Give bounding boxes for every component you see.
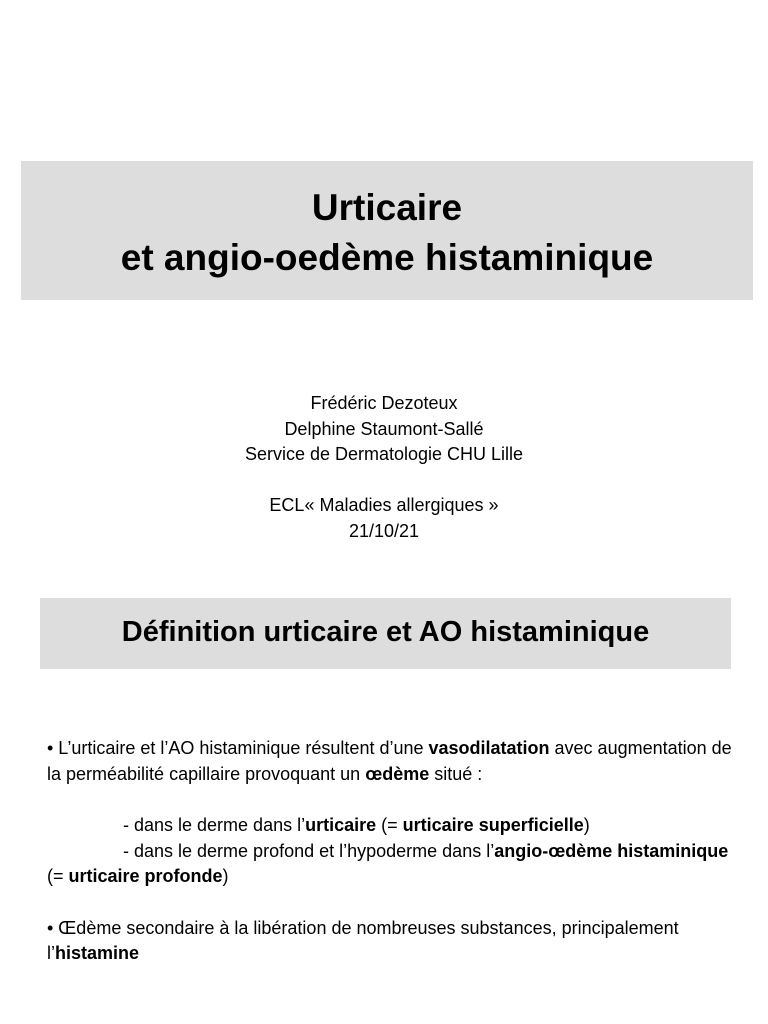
paragraph-2 [47,813,737,839]
section-banner [40,598,731,669]
p3-text-1: - dans le derme profond et l’hypoderme dans l’ [123,840,495,861]
gap-1 [47,787,737,813]
p2-bold-1: urticaire [305,815,377,835]
authors-block [0,391,768,544]
p2-text-3: ) [583,815,590,835]
p1-bold-2: œdème [365,763,430,784]
p3-bold-2: urticaire profonde [68,866,223,886]
p1-text-3: situé : [429,763,483,784]
p2-text-2: (= [376,815,403,835]
author-2: Delphine Staumont-Sallé [284,418,484,439]
p3-text-3: ) [222,866,229,886]
p2-text-1: - dans le derme dans l’ [123,815,306,835]
gap-2 [47,890,737,916]
p4-bold-1: histamine [55,943,140,963]
p4-text-1: • Œdème secondaire à la libération de nombreuses substances, principalement l’ [47,917,679,963]
p3-text-2: (= [47,866,69,886]
paragraph-3 [47,839,737,890]
title-line-1: Urticaire [311,187,463,228]
section-title: Définition urticaire et AO histaminique [121,616,650,648]
paragraph-4 [47,916,737,967]
title-line-2: et angio-oedème histaminique [120,237,654,278]
paragraph-1 [47,736,737,787]
definition-content [47,736,737,967]
p2-bold-2: urticaire superficielle [402,815,584,835]
event-date: 21/10/21 [348,520,420,541]
authors-spacer [0,468,768,494]
p3-bold-1: angio-œdème histaminique [494,840,729,861]
service-name: Service de Dermatologie CHU Lille [244,444,524,464]
event-name: ECL« Maladies allergiques » [269,495,499,515]
p1-text-2: avec augmentation de la perméabilité capillaire provoquant un [47,738,732,784]
p1-bold-1: vasodilatation [428,738,550,758]
title-banner [21,161,753,300]
author-1: Frédéric Dezoteux [310,393,458,413]
p1-text-1: • L’urticaire et l’AO histaminique résultent d’une [47,738,429,758]
